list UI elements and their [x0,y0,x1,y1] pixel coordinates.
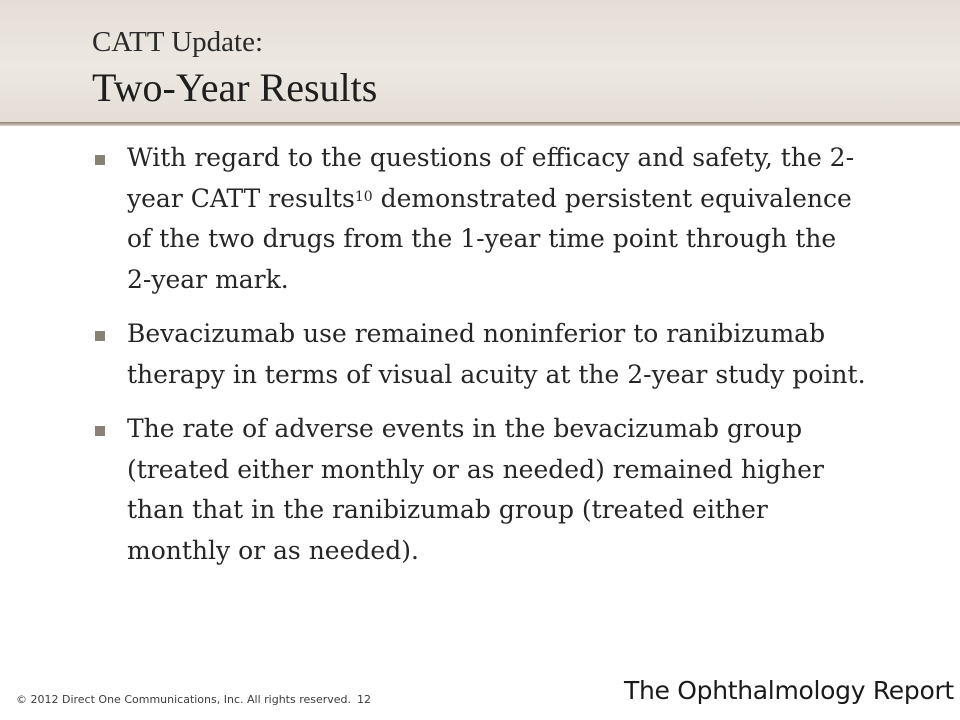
bullet-text-part: demonstrated persistent equivalence of the two drugs from the 1-year time point through the 2-year mark. [127,183,852,294]
bullet-text-part: With regard to the questions of efficacy and safety, the 2-year CATT results [127,143,855,213]
slide-header [0,0,960,122]
bullet-text: Bevacizumab use remained noninferior to ranibizumab therapy in terms of visual acuity at the 2-year study point. [127,319,866,389]
bullet-list [0,138,960,585]
bullet-item-adverse-events [0,409,867,571]
page-number: 12 [357,693,371,706]
square-bullet-icon [95,155,105,165]
brand-logo-text: The Ophthalmology Report [624,676,954,705]
bullet-text [127,143,854,294]
slide-title: Two-Year Results [92,65,378,110]
bullet-item-efficacy-safety [0,138,867,300]
bullet-item-noninferior [0,314,867,395]
title-line-1: CATT Update: [92,26,264,58]
footer-copyright: © 2012 Direct One Communications, Inc. All rights reserved. [16,693,352,706]
bullet-text: The rate of adverse events in the bevacizumab group (treated either monthly or as needed) remained higher than that in the ranibizumab group (treated either monthly or as needed). [127,414,824,565]
square-bullet-icon [95,426,105,436]
reference-superscript: 10 [354,188,373,205]
square-bullet-icon [95,331,105,341]
header-divider [0,122,960,126]
